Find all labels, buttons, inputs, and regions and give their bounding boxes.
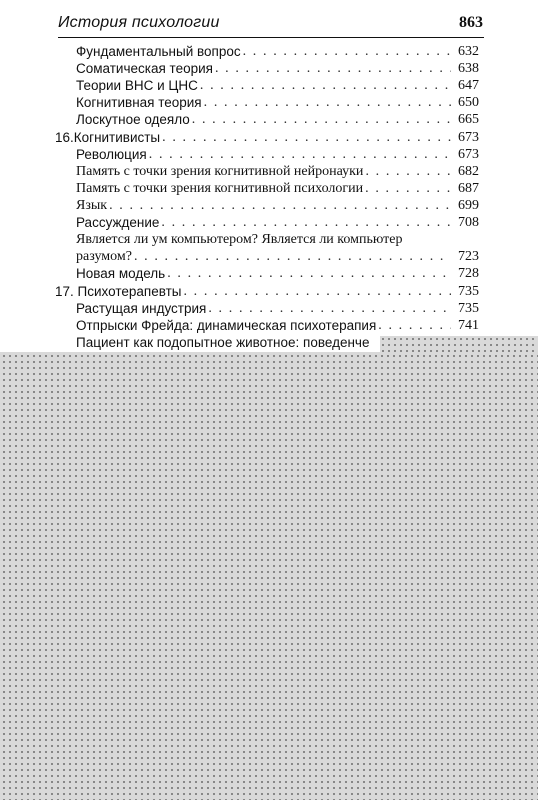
toc-entry-page: 647 [458, 78, 479, 93]
toc-entry [76, 214, 479, 231]
toc-chapter-title: 16.Когнитивисты [55, 130, 161, 145]
toc-entry [76, 77, 479, 94]
toc-entry-page: 687 [458, 181, 479, 196]
toc-leader-dots [134, 248, 451, 265]
toc-entry-title: Соматическая теория [76, 61, 213, 76]
toc-entry-page: 673 [458, 130, 479, 145]
header-rule [58, 37, 484, 38]
toc-chapter-title: 17. Психотерапевты [55, 284, 182, 299]
page-number: 863 [459, 14, 483, 31]
toc-leader-dots [200, 77, 451, 94]
running-header [58, 14, 483, 38]
toc-entry [76, 111, 479, 128]
toc-entry-title: Растущая индустрия [76, 301, 207, 316]
toc-leader-dots [365, 180, 451, 197]
toc-entry [76, 300, 479, 317]
toc-entry-page: 665 [458, 112, 479, 127]
toc-leader-dots [204, 94, 451, 111]
redaction-overlay [0, 352, 538, 800]
toc-entry-page: 673 [458, 147, 479, 162]
toc-entry-title: Пациент как подопытное животное: поведенче [76, 335, 370, 350]
toc-entry-page: 723 [458, 249, 479, 264]
toc-entry-title: Новая модель [76, 266, 166, 281]
toc-entry-title: разумом? [76, 249, 132, 264]
running-title: История психологии [58, 14, 220, 31]
toc-entry-title: Является ли ум компьютером? Является ли компьютер [76, 232, 403, 247]
toc-entry [76, 60, 479, 77]
toc-entry-page: 735 [458, 284, 479, 299]
toc-entry-title: Когнитивная теория [76, 95, 202, 110]
toc-chapter-entry [55, 129, 479, 146]
toc-entry-line [76, 231, 479, 248]
toc-leader-dots [162, 129, 451, 146]
toc-entry-page: 682 [458, 164, 479, 179]
toc-entry [76, 94, 479, 111]
toc-entry-page: 699 [458, 198, 479, 213]
toc-entry [76, 197, 479, 214]
toc-entry [76, 265, 479, 282]
toc-entry-title: Рассуждение [76, 215, 160, 230]
toc-entry [76, 146, 479, 163]
toc-chapter-entry [55, 283, 479, 300]
toc-leader-dots [167, 265, 451, 282]
toc-entry-page: 650 [458, 95, 479, 110]
toc-entry-page: 735 [458, 301, 479, 316]
toc-entry-title: Память с точки зрения когнитивной нейронауки [76, 164, 364, 179]
toc-leader-dots [243, 43, 451, 60]
toc-entry [76, 180, 479, 197]
toc-entry-title: Память с точки зрения когнитивной психологии [76, 181, 364, 196]
toc-leader-dots [109, 197, 451, 214]
toc-entry-page: 728 [458, 266, 479, 281]
toc-entry-page: 708 [458, 215, 479, 230]
toc-entry-title: Фундаментальный вопрос [76, 44, 241, 59]
toc-leader-dots [215, 60, 451, 77]
toc-leader-dots [161, 214, 451, 231]
toc-entry-page: 632 [458, 44, 479, 59]
toc-entry-title: Революция [76, 147, 147, 162]
toc-entry [76, 163, 479, 180]
toc-leader-dots [208, 300, 451, 317]
toc-leader-dots [378, 317, 451, 334]
toc-leader-dots [149, 146, 451, 163]
table-of-contents [0, 41, 538, 361]
toc-entry [76, 43, 479, 60]
toc-entry [76, 248, 479, 265]
toc-leader-dots [192, 111, 451, 128]
toc-entry-page: 741 [458, 318, 479, 333]
toc-entry-title: Лоскутное одеяло [76, 112, 190, 127]
toc-entry [76, 317, 479, 334]
toc-entry-title: Теории ВНС и ЦНС [76, 78, 198, 93]
toc-leader-dots [365, 163, 451, 180]
toc-entry-title: Язык [76, 198, 108, 213]
toc-entry-page: 638 [458, 61, 479, 76]
toc-leader-dots [183, 283, 451, 300]
toc-entry-title: Отпрыски Фрейда: динамическая психотерапия [76, 318, 377, 333]
